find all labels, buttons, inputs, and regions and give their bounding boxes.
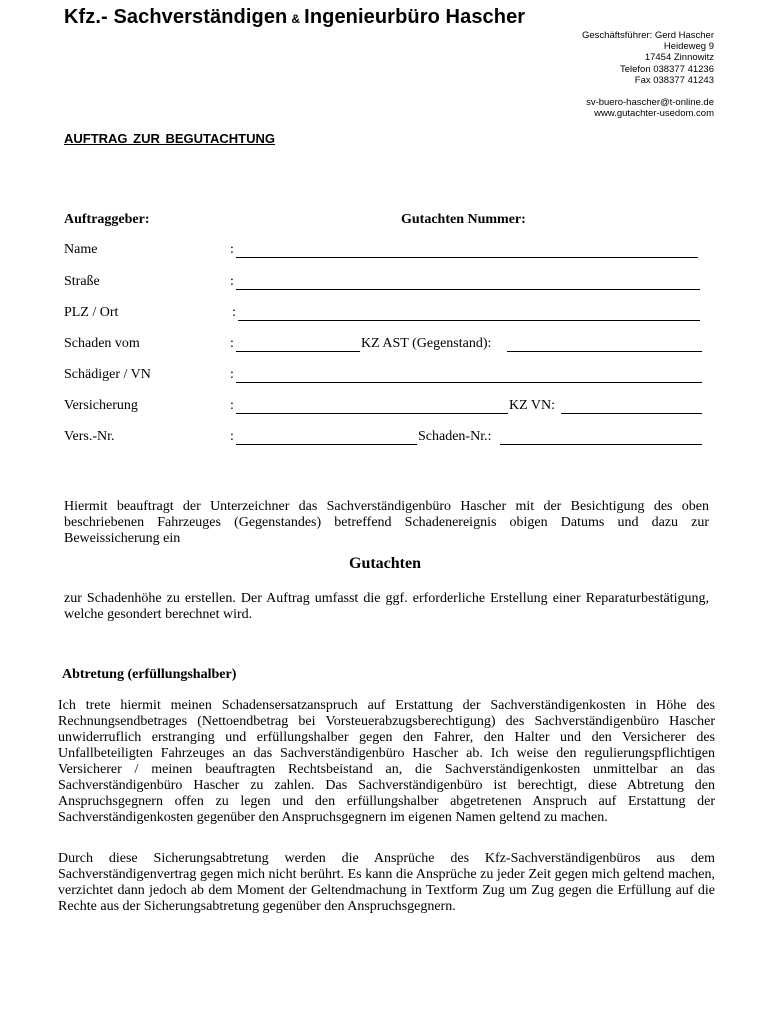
contact-phone: Telefon 038377 41236 — [619, 63, 714, 75]
name-field[interactable] — [236, 256, 698, 258]
damage-date-label: Schaden vom — [64, 336, 140, 351]
claim-no-field[interactable] — [500, 443, 702, 445]
kz-vn-field[interactable] — [561, 412, 702, 414]
assignment-title: Abtretung (erfüllungshalber) — [62, 667, 237, 682]
contact-block — [582, 30, 714, 119]
company-ampersand: & — [291, 12, 301, 26]
contact-manager: Geschäftsführer: Gerd Hascher — [582, 30, 714, 41]
company-name — [64, 6, 525, 29]
colon: : — [230, 242, 234, 257]
form-row-zip-city — [64, 304, 704, 324]
zip-city-field[interactable] — [238, 319, 700, 321]
damager-field[interactable] — [236, 381, 702, 383]
street-field[interactable] — [236, 288, 700, 290]
colon: : — [230, 274, 234, 289]
assignment-paragraph-1: Ich trete hiermit meinen Schadensersatzanspruch auf Erstattung der Sachverständigenkosten in Höhe des Rechnungsendbetrages (Nettoendbetrag bei Vorsteuerabzugsberechtigung) des Sachverständigenbüro Hascher unwiderruflich erstranging und erfüllungshalber gegen den Fahrer, den Halter und den Versicherer des Unfallbeteiligten Fahrzeuges an das Sachverständigenbüro Hascher ab. Ich weise den regulierungspflichtigen Versicherer / meinen beauftragten Rechtsbeistand an, die Sachverständigenkosten unmittelbar an das Sachverständigenbüro Hascher zu zahlen. Das Sachverständigenbüro ist berechtigt, diese Abtretung den Anspruchsgegnern offen zu legen und den erfüllungshalber abgetretenen Anspruch auf Erstattung der Sachverständigenkosten gegenüber den Anspruchsgegnern im eigenen Namen geltend zu machen. — [58, 698, 715, 825]
form-row-street — [64, 273, 704, 293]
form-row-insurance — [64, 397, 704, 417]
colon: : — [230, 367, 234, 382]
damager-label: Schädiger / VN — [64, 367, 151, 382]
gutachten-heading: Gutachten — [349, 555, 421, 572]
form-row-damager — [64, 366, 704, 386]
company-name-part1: Kfz.- Sachverständigen — [64, 6, 288, 28]
colon: : — [230, 429, 234, 444]
colon: : — [230, 336, 234, 351]
insurance-field[interactable] — [236, 412, 508, 414]
contact-email: sv-buero-hascher@t-online.de — [586, 97, 714, 109]
colon: : — [230, 398, 234, 413]
policy-no-field[interactable] — [236, 443, 417, 445]
insurance-label: Versicherung — [64, 398, 138, 413]
kz-ast-label: KZ AST (Gegenstand): — [361, 336, 492, 351]
form-row-name — [64, 241, 704, 261]
document-title: AUFTRAG ZUR BEGUTACHTUNG — [64, 131, 276, 146]
company-name-part2: Ingenieurbüro Hascher — [304, 6, 526, 28]
scope-paragraph: zur Schadenhöhe zu erstellen. Der Auftrag umfasst die ggf. erforderliche Erstellung einer Reparaturbestätigung, welche gesondert berechnet wird. — [64, 591, 709, 622]
form-row-policy — [64, 428, 704, 448]
contact-city: 17454 Zinnowitz — [644, 52, 714, 64]
assignment-paragraph-2: Durch diese Sicherungsabtretung werden die Ansprüche des Kfz-Sachverständigenbüros aus dem Sachverständigenvertrag gegen mich nicht berührt. Es kann die Ansprüche zu jeder Zeit gegen mich geltend machen, verzichtet dann jedoch ab dem Moment der Geltendmachung in Textform Zug um Zug gegen die Erfüllung auf die Rechte aus der Sicherungsabtretung gegenüber den Anspruchsgegnern. — [58, 851, 715, 914]
contact-street: Heideweg 9 — [663, 41, 714, 53]
claim-no-label: Schaden-Nr.: — [418, 429, 492, 444]
contact-website: www.gutachter-usedom.com — [594, 108, 714, 120]
name-label: Name — [64, 242, 98, 257]
policy-no-label: Vers.-Nr. — [64, 429, 115, 444]
client-label: Auftraggeber: — [64, 212, 150, 227]
street-label: Straße — [64, 274, 100, 289]
kz-vn-label: KZ VN: — [509, 398, 556, 413]
report-number-label: Gutachten Nummer: — [401, 212, 526, 227]
intro-paragraph: Hiermit beauftragt der Unterzeichner das Sachverständigenbüro Hascher mit der Besichtigung des oben beschriebenen Fahrzeuges (Gegenstandes) betreffend Schadenereignis obigen Datums und dazu zur Beweissicherung ein — [64, 499, 709, 546]
form-row-damage-date — [64, 335, 704, 355]
colon: : — [232, 305, 236, 320]
kz-ast-field[interactable] — [507, 350, 702, 352]
zip-city-label: PLZ / Ort — [64, 305, 119, 320]
contact-fax: Fax 038377 41243 — [634, 74, 714, 86]
damage-date-field[interactable] — [236, 350, 360, 352]
